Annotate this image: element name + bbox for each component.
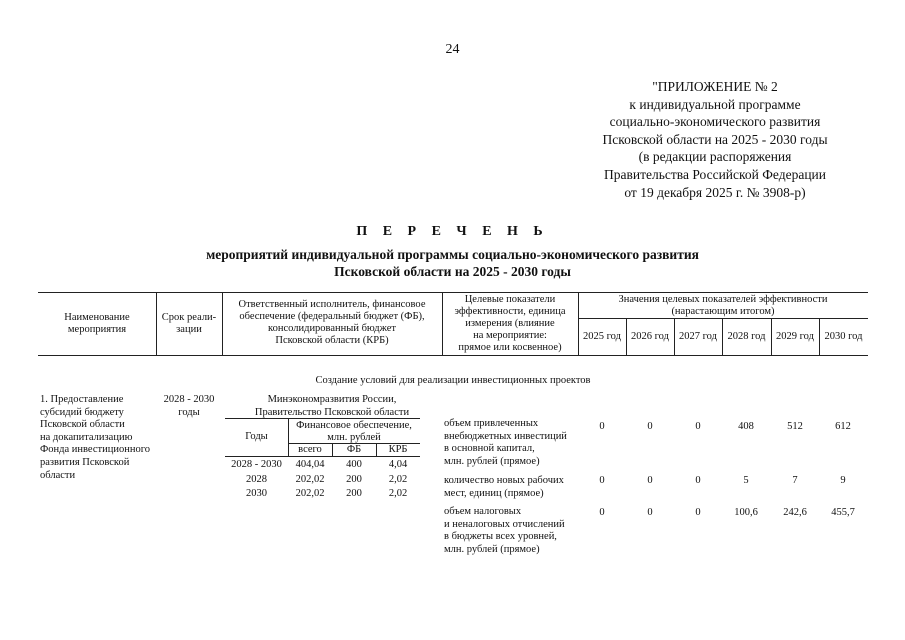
finance-row-fb: 200 <box>346 474 362 485</box>
finance-table-top <box>225 418 420 419</box>
appendix-line: "ПРИЛОЖЕНИЕ № 2 <box>652 79 778 94</box>
finance-header-bottom <box>225 456 420 457</box>
finance-row-year: 2030 <box>246 488 267 499</box>
header-year: 2026 год <box>631 331 669 342</box>
indicator-value: 100,6 <box>734 507 758 518</box>
indicator-value: 0 <box>599 421 605 432</box>
indicator-value: 7 <box>792 475 798 486</box>
appendix-line: Псковской области на 2025 - 2030 годы <box>602 131 828 147</box>
header-year: 2025 год <box>583 331 621 342</box>
measure-name: 1. Предоставление субсидий бюджету Псковской области на докапитализацию Фонда инвестиционного развития Псковской области <box>40 394 150 481</box>
finance-col-fb: ФБ <box>346 444 362 455</box>
measure-term: 2028 - 2030 годы <box>163 394 215 418</box>
header-year: 2029 год <box>776 331 814 342</box>
document-subtitle <box>0 246 905 280</box>
header-values-group: Значения целевых показателей эффективности (нарастающим итогом) <box>618 294 828 317</box>
indicator-value: 0 <box>599 507 605 518</box>
indicator-value: 512 <box>787 421 803 432</box>
header-year: 2030 год <box>824 331 863 342</box>
header-year: 2028 год <box>727 331 766 342</box>
indicator-value: 0 <box>695 475 701 486</box>
header-year: 2027 год <box>679 331 717 342</box>
indicator-value: 5 <box>743 475 749 486</box>
header-name: Наименование мероприятия <box>64 312 130 335</box>
document-title: П Е Р Е Ч Е Н Ь <box>356 224 549 239</box>
appendix-line: от 19 декабря 2025 г. № 3908-р) <box>624 184 806 200</box>
indicator-label: объем привлеченных внебюджетных инвестиций в основной капитал, млн. рублей (прямое) <box>444 418 567 467</box>
header-indicators: Целевые показатели эффективности, единица измерения (влияние на мероприятие: прямое или косвенное) <box>454 294 566 353</box>
appendix-block <box>560 78 870 201</box>
indicator-value: 0 <box>647 507 653 518</box>
indicator-value: 0 <box>695 507 701 518</box>
page-number: 24 <box>445 42 460 57</box>
appendix-line: к индивидуальной программе <box>629 96 801 112</box>
indicator-label: количество новых рабочих мест, единиц (прямое) <box>444 475 564 499</box>
indicator-value: 9 <box>840 475 846 486</box>
values-group-divider <box>578 318 868 319</box>
indicator-value: 455,7 <box>831 507 855 518</box>
header-responsible: Ответственный исполнитель, финансовое обеспечение (федеральный бюджет (ФБ), консолидированный бюджет Псковской области (КРБ) <box>238 299 426 346</box>
indicator-value: 0 <box>647 475 653 486</box>
finance-row-total: 404,04 <box>295 459 325 470</box>
finance-row-total: 202,02 <box>295 488 325 499</box>
indicator-value: 408 <box>738 421 754 432</box>
finance-row-fb: 400 <box>346 459 362 470</box>
header-term: Срок реали- зации <box>161 312 217 335</box>
table-top-border <box>38 292 868 293</box>
finance-row-krb: 2,02 <box>388 474 408 485</box>
appendix-line: Правительства Российской Федерации <box>604 166 826 182</box>
finance-row-krb: 4,04 <box>388 459 408 470</box>
appendix-line: (в редакции распоряжения <box>638 149 792 165</box>
section-title: Создание условий для реализации инвестиционных проектов <box>315 375 591 386</box>
finance-group-header: Финансовое обеспечение, млн. рублей <box>296 420 412 443</box>
finance-row-total: 202,02 <box>295 474 325 485</box>
indicator-value: 612 <box>835 421 851 432</box>
finance-years-header: Годы <box>245 431 268 442</box>
finance-row-fb: 200 <box>346 488 362 499</box>
finance-row-year: 2028 <box>246 474 267 485</box>
finance-col-krb: КРБ <box>388 444 408 455</box>
finance-row-year: 2028 - 2030 <box>231 459 282 470</box>
indicator-label: объем налоговых и неналоговых отчислений в бюджеты всех уровней, млн. рублей (прямое) <box>444 506 565 555</box>
finance-col-total: всего <box>298 444 322 455</box>
subtitle-line-2: Псковской области на 2025 - 2030 годы <box>334 264 571 279</box>
indicator-value: 0 <box>647 421 653 432</box>
indicator-value: 0 <box>599 475 605 486</box>
indicator-value: 242,6 <box>783 507 807 518</box>
finance-row-krb: 2,02 <box>388 488 408 499</box>
indicator-value: 0 <box>695 421 701 432</box>
table-header-bottom-border <box>38 355 868 356</box>
subtitle-line-1: мероприятий индивидуальной программы социально-экономического развития <box>206 247 699 262</box>
responsible-executors: Минэкономразвития России, Правительство Псковской области <box>254 394 410 418</box>
appendix-line: социально-экономического развития <box>609 114 821 130</box>
